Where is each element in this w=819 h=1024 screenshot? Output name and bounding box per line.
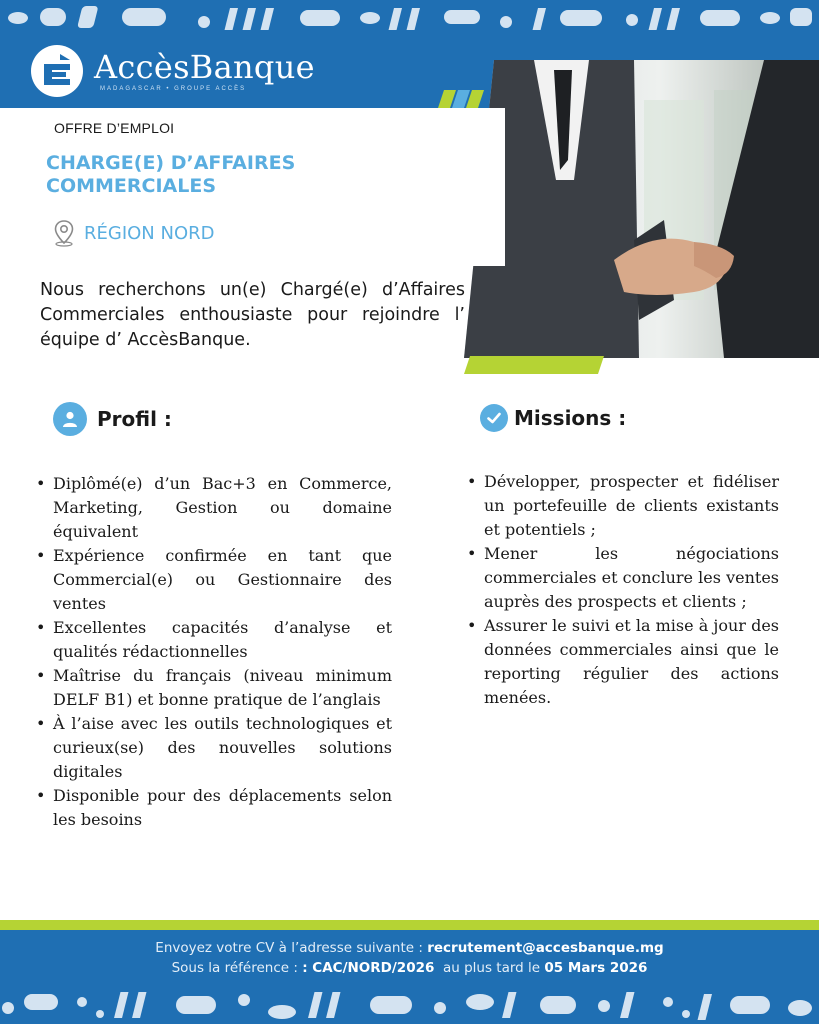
list-item: • Assurer le suivi et la mise à jour des données commerciales ainsi que le reporting régulier des actions menées.: [465, 614, 779, 710]
profil-heading: [53, 402, 172, 436]
map-pin-icon: [52, 219, 76, 247]
footer-email-line: [0, 940, 819, 956]
brand-logo: [30, 44, 315, 98]
missions-heading: [480, 404, 626, 432]
footer: [0, 930, 819, 1024]
footer-accent-bar: [0, 920, 819, 930]
brand-tagline: MADAGASCAR • GROUPE ACCÈS: [100, 86, 247, 92]
job-title: [46, 152, 295, 198]
footer-deadline-prefix: au plus tard le: [442, 960, 541, 976]
list-item: • Diplômé(e) d’un Bac+3 en Commerce, Marketing, Gestion ou domaine équivalent: [34, 472, 392, 544]
footer-reference-prefix: Sous la référence :: [171, 960, 298, 976]
missions-title: Missions :: [514, 406, 627, 430]
profil-list: [34, 472, 392, 832]
application-deadline: 05 Mars 2026: [544, 960, 648, 976]
job-location: [52, 219, 215, 247]
accesbanque-logo-icon: [30, 44, 84, 98]
handshake-photo: [464, 60, 819, 358]
decorative-stripes: [434, 90, 490, 108]
photo-underline-bar: [464, 356, 604, 374]
check-circle-icon: [480, 404, 508, 432]
decorative-pattern: [0, 978, 819, 1024]
missions-list: [465, 470, 779, 710]
footer-reference-line: [0, 960, 819, 976]
job-title-line-1: CHARGE(E) D’AFFAIRES: [46, 152, 296, 174]
user-icon: [53, 402, 87, 436]
list-item: • À l’aise avec les outils technologiques et curieux(se) des nouvelles solutions digitales: [34, 712, 392, 784]
profil-title: Profil :: [97, 407, 172, 431]
location-label: RÉGION NORD: [84, 222, 215, 244]
brand-name: AccèsBanque: [94, 48, 315, 86]
list-item: • Mener les négociations commerciales et conclure les ventes auprès des prospects et clients ;: [465, 542, 779, 614]
decorative-pattern: [0, 0, 819, 36]
job-reference: : CAC/NORD/2026: [302, 960, 435, 976]
list-item: • Développer, prospecter et fidéliser un portefeuille de clients existants et potentiels ;: [465, 470, 779, 542]
job-offer-label: OFFRE D’EMPLOI: [54, 120, 175, 136]
list-item: • Maîtrise du français (niveau minimum DELF B1) et bonne pratique de l’anglais: [34, 664, 392, 712]
footer-email-prefix: Envoyez votre CV à l’adresse suivante :: [155, 940, 423, 956]
contact-email: recrutement@accesbanque.mg: [427, 940, 664, 956]
intro-paragraph: Nous recherchons un(e) Chargé(e) d’Affaires Commerciales enthousiaste pour rejoindre l’ équipe d’ AccèsBanque.: [40, 280, 465, 350]
list-item: • Disponible pour des déplacements selon les besoins: [34, 784, 392, 832]
list-item: • Excellentes capacités d’analyse et qualités rédactionnelles: [34, 616, 392, 664]
list-item: • Expérience confirmée en tant que Commercial(e) ou Gestionnaire des ventes: [34, 544, 392, 616]
job-title-line-2: COMMERCIALES: [46, 175, 217, 197]
